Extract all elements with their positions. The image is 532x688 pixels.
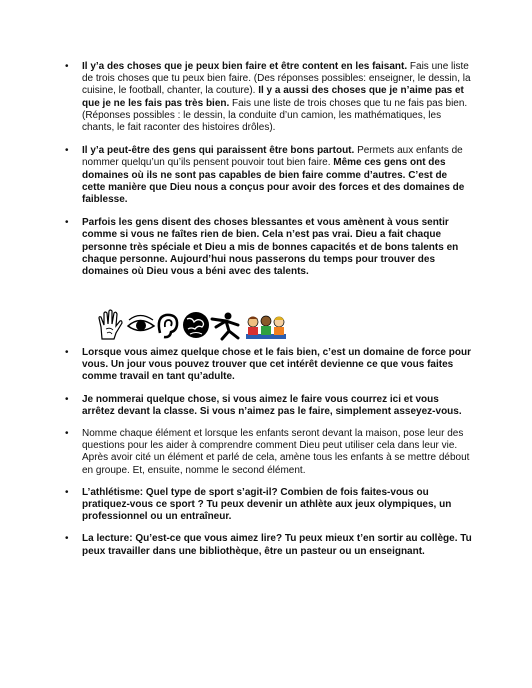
bullet-icon: • bbox=[65, 217, 69, 229]
list-item: • Lorsque vous aimez quelque chose et le fais bien, c’est un domaine de force pour vous. Un jour vous pouvez trouver que cet intérêt devienne ce que vous faites comme travail en tant qu’adulte. bbox=[65, 347, 471, 383]
list-item: • Il y’a peut-être des gens qui paraissent être bons partout. Permets aux enfants de nommer quelqu’un qu’ils pensent pouvoir tout bien faire. Même ces gens ont des domaines où ils ne sont pas capables de bien faire comme d’autres. C’est de cette manière que Dieu nous a conçus pour avoir des forces et des domaines de faiblesse. bbox=[65, 145, 465, 206]
list-item: • Parfois les gens disent des choses blessantes et vous amènent à vous sentir comme si vous ne faîtes rien de bien. Cela n’est pas vrai. Dieu a fait chaque personne très spéciale et Dieu a mis de bonnes capacités et de bons talents en chaque personne. Aujourd’hui nous passerons du temps pour trouver des domaines où Dieu vous a béni avec des talents. bbox=[65, 217, 459, 278]
list-item: • L’athlétisme: Quel type de sport s’agit-il? Combien de fois faites-vous ou pratiquez-vous ce sport ? Tu peux devenir un athlète aux jeux olympiques, un professionnel ou un entraîneur. bbox=[65, 486, 452, 523]
brain-icon bbox=[183, 312, 209, 338]
bullet-icon: • bbox=[65, 347, 69, 358]
list-item: • La lecture: Qu’est-ce que vous aimez lire? Tu peux mieux t’en sortir au collège. Tu peux travailler dans une bibliothèque, être un pasteur ou un enseignant. bbox=[65, 533, 472, 557]
icon-strip bbox=[98, 309, 288, 341]
ear-icon bbox=[159, 315, 177, 337]
eye-icon bbox=[128, 316, 154, 331]
bullet-list-top bbox=[65, 61, 472, 278]
bullet-icon: • bbox=[65, 428, 69, 440]
hand-icon bbox=[99, 310, 122, 339]
bullet-list-bottom bbox=[65, 347, 472, 558]
list-item: • Il y’a des choses que je peux bien faire et être content en les faisant. Fais une liste de trois choses que tu peux bien faire. (Des réponses possibles: enseigner, le dessin, la cuisine, le football, chanter, la couture). Il y a aussi des choses que je n’aime pas et que je ne les fais pas très bien. Fais une liste de trois choses que tu ne fais pas bien. (Réponses possibles : le dessin, la conduite d’un camion, les mathématiques, les chants, le fait raconter des histoires drôles). bbox=[65, 61, 471, 134]
list-item: • Nomme chaque élément et lorsque les enfants seront devant la maison, pose leur des questions pour les aider à comprendre comment Dieu peut utiliser cela dans leur vie. Après avoir cité un élément et parlé de cela, amène tous les enfants à se mettre débout en groupe. Et, ensuite, nomme le second élément. bbox=[65, 428, 470, 476]
children-group-icon bbox=[246, 316, 286, 339]
list-item: • Je nommerai quelque chose, si vous aimez le faire vous courrez ici et vous arrêtez devant la classe. Si vous n’aimez pas le faire, simplement asseyez-vous. bbox=[65, 393, 462, 417]
gymnast-icon bbox=[212, 313, 238, 340]
bullet-icon: • bbox=[65, 393, 69, 405]
bullet-icon: • bbox=[65, 533, 69, 545]
bullet-icon: • bbox=[65, 486, 69, 498]
bullet-icon: • bbox=[65, 145, 69, 157]
bullet-icon: • bbox=[65, 61, 69, 72]
